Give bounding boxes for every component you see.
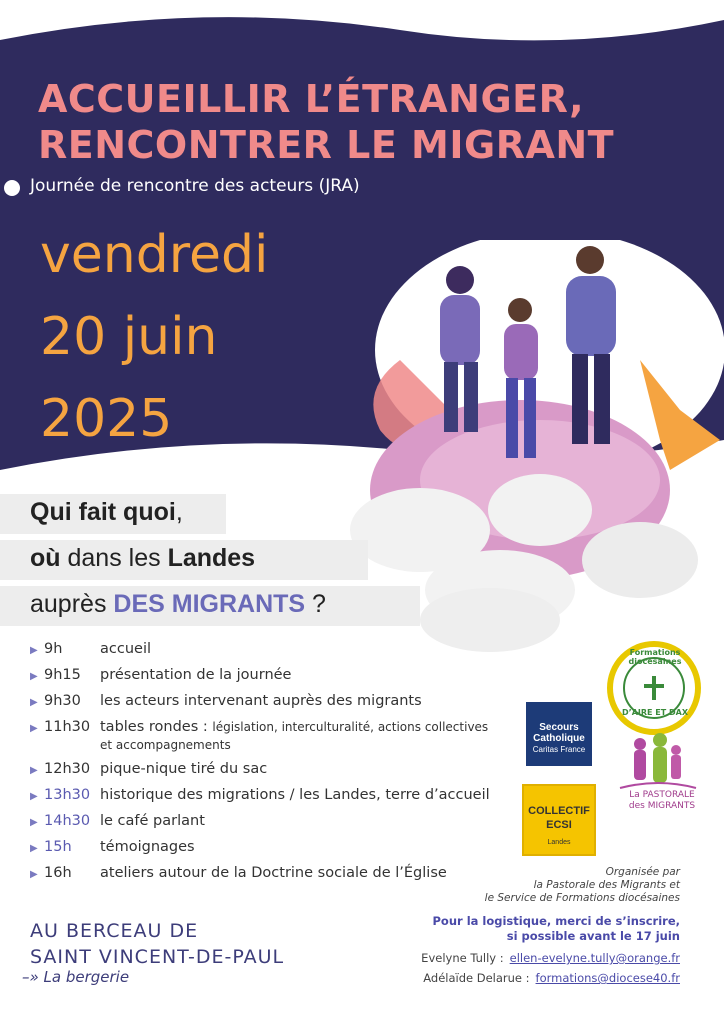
date-month: 20 juin — [40, 307, 218, 367]
registration-note: Pour la logistique, merci de s’inscrire, si possible avant le 17 juin — [432, 914, 680, 943]
arrow-icon: ▶ — [30, 869, 38, 880]
schedule-row: ▶ 13h30 historique des migrations / les Landes, terre d’accueil — [30, 786, 500, 806]
schedule-row: ▶ 9h15 présentation de la journée — [30, 666, 500, 686]
question-line-1: Qui fait quoi, — [30, 498, 183, 526]
schedule-row: ▶ 14h30 le café parlant — [30, 812, 500, 832]
arrow-icon: ▶ — [30, 645, 38, 656]
venue-subtitle: –» La bergerie — [22, 968, 130, 986]
contact-row: Adélaïde Delarue : formations@diocese40.fr — [423, 971, 680, 985]
question-line-2: où dans les Landes — [30, 544, 256, 572]
arrow-icon: ▶ — [30, 791, 38, 802]
question-line-3: auprès DES MIGRANTS ? — [30, 590, 326, 618]
arrow-icon: ▶ — [30, 671, 38, 682]
venue-line-2: SAINT VINCENT-DE-PAUL — [30, 946, 285, 968]
schedule-row: ▶ 9h accueil — [30, 640, 500, 660]
event-date — [40, 214, 268, 460]
title-line-2: RENCONTRER LE MIGRANT — [38, 123, 615, 167]
formations-logo-title: Formations diocésaines — [628, 648, 682, 666]
email-link[interactable]: ellen-evelyne.tully@orange.fr — [509, 951, 680, 965]
arrow-icon: ▶ — [30, 843, 38, 854]
email-link[interactable]: formations@diocese40.fr — [535, 971, 680, 985]
collectif-ecsi-logo: COLLECTIF ECSI Landes — [522, 784, 596, 856]
contact-row: Evelyne Tully : ellen-evelyne.tully@orange.fr — [421, 951, 680, 965]
question-block — [0, 494, 430, 632]
formations-logo-subtitle: D’AIRE ET DAX — [622, 708, 688, 717]
date-day: vendredi — [40, 225, 269, 285]
main-title — [38, 76, 698, 168]
date-year: 2025 — [40, 389, 173, 449]
arrow-icon: ▶ — [30, 765, 38, 776]
schedule-row: ▶ 12h30 pique-nique tiré du sac — [30, 760, 500, 780]
organizers: Organisée par la Pastorale des Migrants et le Service de Formations diocésaines — [484, 866, 680, 904]
pastorale-migrants-logo — [616, 732, 700, 792]
schedule-row: ▶ 9h30 les acteurs intervenant auprès des migrants — [30, 692, 500, 712]
venue-line-1: AU BERCEAU DE — [30, 920, 199, 942]
schedule-row: ▶ 15h témoignages — [30, 838, 500, 858]
schedule-row: ▶ 16h ateliers autour de la Doctrine sociale de l’Église — [30, 864, 500, 884]
venue — [30, 918, 284, 970]
subtitle: Journée de rencontre des acteurs (JRA) — [30, 176, 360, 196]
arrow-icon: ▶ — [30, 817, 38, 828]
arrow-icon: ▶ — [30, 723, 38, 734]
schedule-row: ▶ 11h30 tables rondes : législation, interculturalité, actions collectives et accompagnements — [30, 719, 489, 752]
arrow-icon: ▶ — [30, 697, 38, 708]
title-line-1: ACCUEILLIR L’ÉTRANGER, — [38, 77, 585, 121]
schedule-list — [30, 640, 500, 890]
secours-catholique-logo: Secours Catholique Caritas France — [526, 702, 592, 766]
pastorale-logo-text: La PASTORALE des MIGRANTS — [628, 790, 696, 811]
subtitle-bullet — [4, 180, 20, 196]
contacts — [421, 948, 680, 988]
